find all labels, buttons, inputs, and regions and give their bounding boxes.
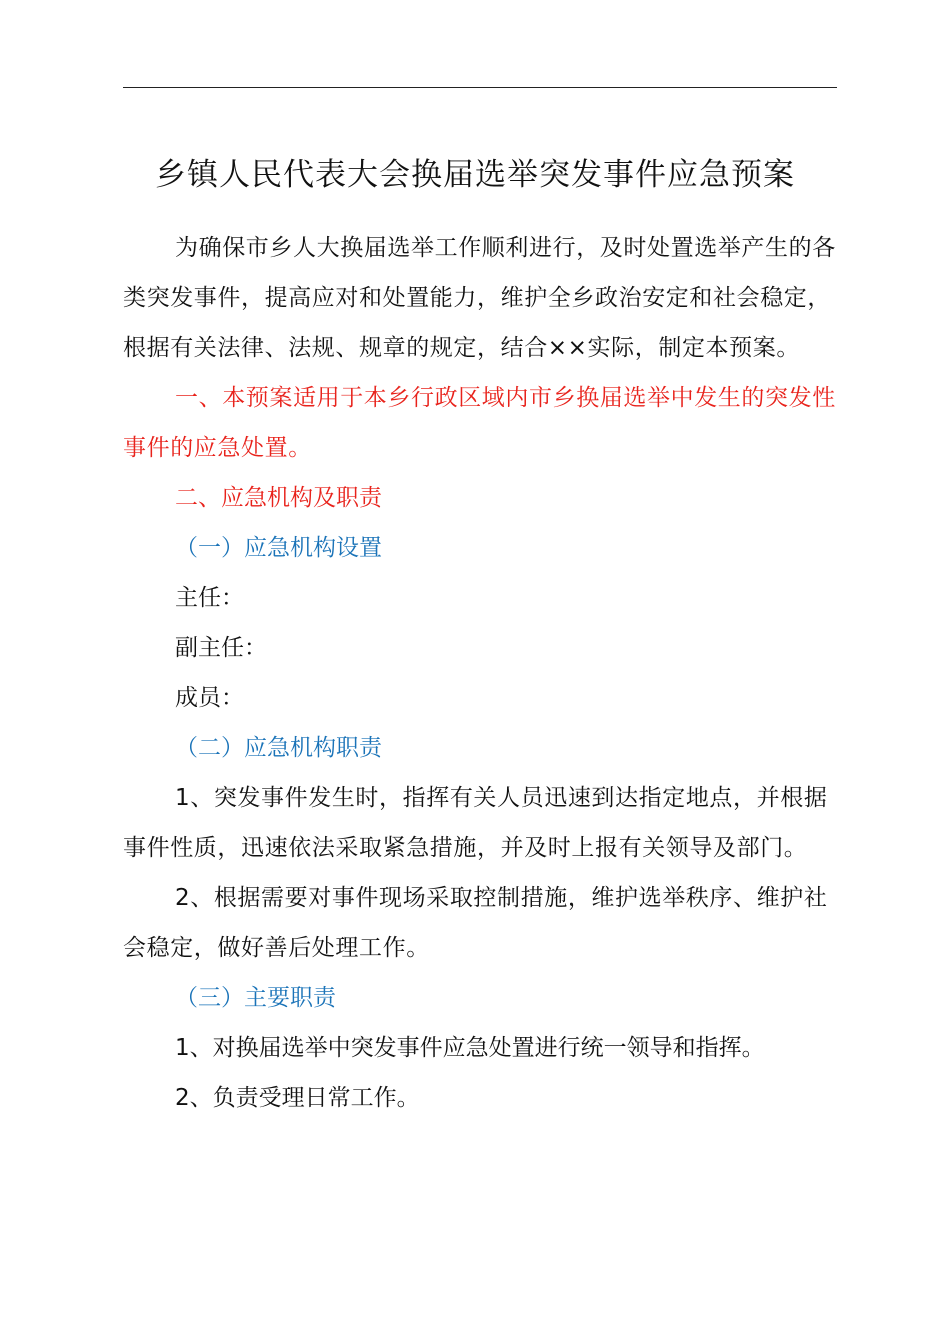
- director-label: 主任：: [175, 585, 244, 611]
- responsibility-item-2: 2、根据需要对事件现场采取控制措施，维护选举秩序、维护社会稳定，做好善后处理工作。: [123, 885, 828, 961]
- duty-item-2: 2、负责受理日常工作。: [175, 1085, 420, 1111]
- document-body: [123, 223, 843, 1123]
- deputy-director-label: 副主任：: [175, 635, 267, 661]
- intro-paragraph: 为确保市乡人大换届选举工作顺利进行，及时处置选举产生的各类突发事件，提高应对和处置能力，维护全乡政治安定和社会稳定，根据有关法律、法规、规章的规定，结合××实际，制定本预案。: [123, 235, 836, 361]
- subsection-3-heading: （三）主要职责: [175, 985, 336, 1011]
- subsection-1-heading: （一）应急机构设置: [175, 535, 382, 561]
- header-rule: [123, 87, 837, 88]
- subsection-2-heading: （二）应急机构职责: [175, 735, 382, 761]
- section-1-paragraph: 一、本预案适用于本乡行政区域内市乡换届选举中发生的突发性事件的应急处置。: [123, 385, 836, 461]
- responsibility-item-1: 1、突发事件发生时，指挥有关人员迅速到达指定地点，并根据事件性质，迅速依法采取紧急措施，并及时上报有关领导及部门。: [123, 785, 828, 861]
- duty-item-1: 1、对换届选举中突发事件应急处置进行统一领导和指挥。: [175, 1035, 765, 1061]
- section-2-heading: 二、应急机构及职责: [175, 485, 382, 511]
- members-label: 成员：: [175, 685, 244, 711]
- page-title: 乡镇人民代表大会换届选举突发事件应急预案: [155, 157, 795, 193]
